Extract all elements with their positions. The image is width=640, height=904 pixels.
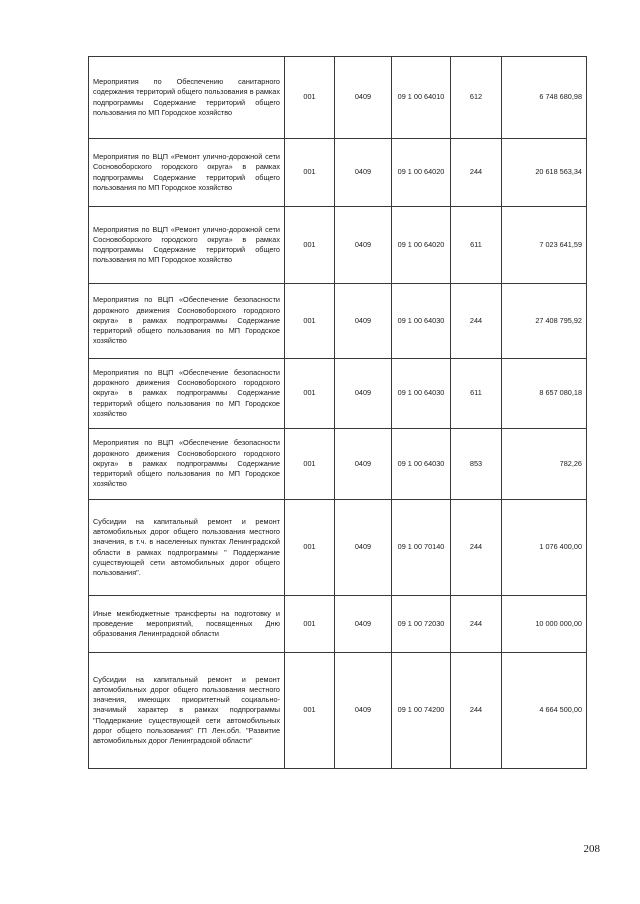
- row-target-cell: 09 1 00 70140: [392, 500, 451, 596]
- row-target-cell: 09 1 00 64030: [392, 429, 451, 500]
- row-target-cell: 09 1 00 72030: [392, 596, 451, 653]
- budget-table: [88, 56, 587, 769]
- row-sum-cell: 8 657 080,18: [502, 359, 587, 429]
- row-type-cell: 244: [451, 596, 502, 653]
- row-grbs-cell: 001: [285, 139, 335, 207]
- row-type-cell: 611: [451, 359, 502, 429]
- row-target-cell: 09 1 00 64020: [392, 207, 451, 284]
- row-name-cell: Субсидии на капитальный ремонт и ремонт автомобильных дорог общего пользования местного значения, в т.ч. в населенных пунктах Ленинградской области в рамках подпрограммы " Поддержание существующей сети автомобильных дорог общего пользования".: [89, 500, 285, 596]
- row-section-cell: 0409: [335, 596, 392, 653]
- row-name-cell: Мероприятия по ВЦП «Обеспечение безопасности дорожного движения Сосновоборского городского округа» в рамках подпрограммы Содержание территорий общего пользования по МП Городское хозяйство: [89, 284, 285, 359]
- table-row: [89, 207, 587, 284]
- row-section-cell: 0409: [335, 284, 392, 359]
- row-section-cell: 0409: [335, 57, 392, 139]
- row-type-cell: 244: [451, 139, 502, 207]
- row-name-cell: Иные межбюджетные трансферты на подготовку и проведение мероприятий, посвященных Дню образования Ленинградской области: [89, 596, 285, 653]
- row-grbs-cell: 001: [285, 57, 335, 139]
- table-row: [89, 653, 587, 769]
- row-type-cell: 612: [451, 57, 502, 139]
- table-row: [89, 429, 587, 500]
- table-row: [89, 596, 587, 653]
- row-name-cell: Мероприятия по ВЦП «Ремонт улично-дорожной сети Сосновоборского городского округа» в рамках подпрограммы Содержание территорий общего пользования по МП Городское хозяйство: [89, 207, 285, 284]
- row-sum-cell: 20 618 563,34: [502, 139, 587, 207]
- row-section-cell: 0409: [335, 653, 392, 769]
- row-grbs-cell: 001: [285, 653, 335, 769]
- row-section-cell: 0409: [335, 139, 392, 207]
- page-number: 208: [583, 843, 600, 855]
- row-section-cell: 0409: [335, 359, 392, 429]
- row-target-cell: 09 1 00 64030: [392, 284, 451, 359]
- row-target-cell: 09 1 00 74200: [392, 653, 451, 769]
- row-name-cell: Мероприятия по ВЦП «Обеспечение безопасности дорожного движения Сосновоборского городского округа» в рамках подпрограммы Содержание территорий общего пользования по МП Городское хозяйство: [89, 429, 285, 500]
- row-sum-cell: 27 408 795,92: [502, 284, 587, 359]
- row-type-cell: 244: [451, 284, 502, 359]
- row-sum-cell: 782,26: [502, 429, 587, 500]
- row-target-cell: 09 1 00 64010: [392, 57, 451, 139]
- row-name-cell: Субсидии на капитальный ремонт и ремонт автомобильных дорог общего пользования местного значения, имеющих приоритетный социально-значимый характер в рамках подпрограммы "Поддержание существующей сети автомобильных дорог общего пользования" ГП Лен.обл. "Развитие автомобильных дорог Ленинградской области": [89, 653, 285, 769]
- table-row: [89, 284, 587, 359]
- row-sum-cell: 6 748 680,98: [502, 57, 587, 139]
- row-grbs-cell: 001: [285, 596, 335, 653]
- row-section-cell: 0409: [335, 207, 392, 284]
- row-sum-cell: 10 000 000,00: [502, 596, 587, 653]
- row-target-cell: 09 1 00 64030: [392, 359, 451, 429]
- row-grbs-cell: 001: [285, 429, 335, 500]
- row-type-cell: 244: [451, 653, 502, 769]
- row-type-cell: 611: [451, 207, 502, 284]
- row-section-cell: 0409: [335, 429, 392, 500]
- table-row: [89, 359, 587, 429]
- row-sum-cell: 1 076 400,00: [502, 500, 587, 596]
- row-name-cell: Мероприятия по ВЦП «Обеспечение безопасности дорожного движения Сосновоборского городского округа» в рамках подпрограммы Содержание территорий общего пользования по МП Городское хозяйство: [89, 359, 285, 429]
- row-sum-cell: 7 023 641,59: [502, 207, 587, 284]
- row-grbs-cell: 001: [285, 207, 335, 284]
- row-name-cell: Мероприятия по ВЦП «Ремонт улично-дорожной сети Сосновоборского городского округа» в рамках подпрограммы Содержание территорий общего пользования по МП Городское хозяйство: [89, 139, 285, 207]
- row-type-cell: 853: [451, 429, 502, 500]
- row-sum-cell: 4 664 500,00: [502, 653, 587, 769]
- row-grbs-cell: 001: [285, 500, 335, 596]
- row-target-cell: 09 1 00 64020: [392, 139, 451, 207]
- row-type-cell: 244: [451, 500, 502, 596]
- table-row: [89, 500, 587, 596]
- table-row: [89, 139, 587, 207]
- table-row: [89, 57, 587, 139]
- row-grbs-cell: 001: [285, 359, 335, 429]
- row-section-cell: 0409: [335, 500, 392, 596]
- row-name-cell: Мероприятия по Обеспечению санитарного содержания территорий общего пользования в рамках подпрограммы Содержание территорий общего пользования по МП Городское хозяйство: [89, 57, 285, 139]
- row-grbs-cell: 001: [285, 284, 335, 359]
